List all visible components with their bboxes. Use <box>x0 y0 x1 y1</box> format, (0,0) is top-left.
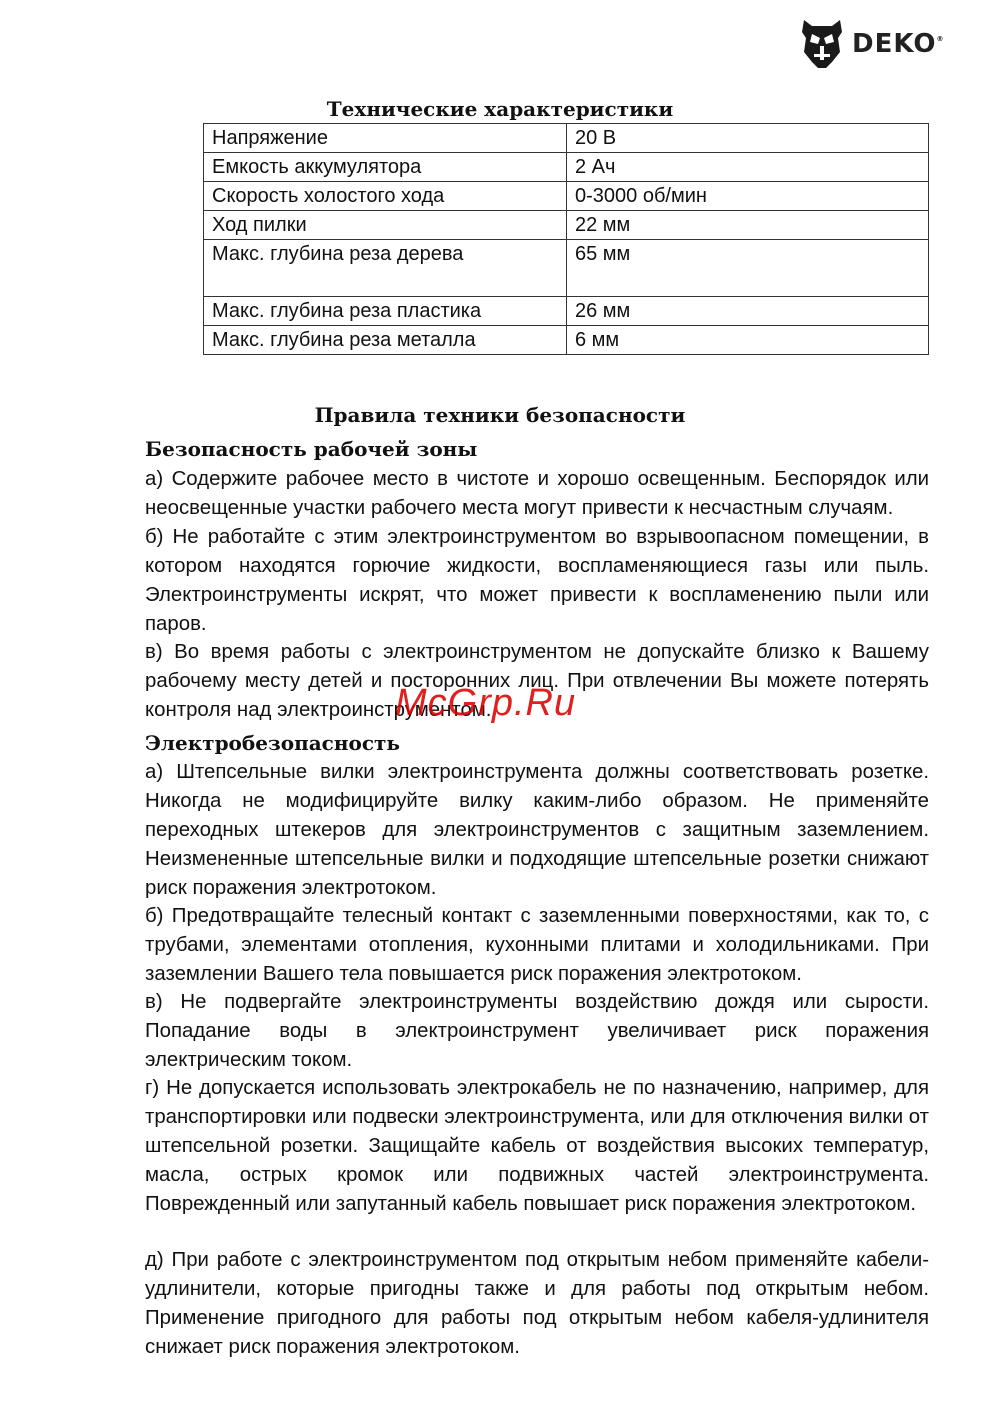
watermark: McGrp.Ru <box>395 682 577 724</box>
paragraph: в) Не подвергайте электроинструменты воздействию дождя или сырости. Попадание воды в электроинструмент увеличивает риск поражения электрическим током. <box>145 991 929 1071</box>
spec-param: Емкость аккумулятора <box>204 153 567 182</box>
paragraph: а) Содержите рабочее место в чистоте и хорошо освещенным. Беспорядок или неосвещенные участки рабочего места могут привести к несчастным случаям. <box>145 468 929 519</box>
spec-value: 6 мм <box>567 326 929 355</box>
spec-value: 2 Ач <box>567 153 929 182</box>
spec-value: 0-3000 об/мин <box>567 182 929 211</box>
table-row <box>204 124 929 153</box>
deko-mask-icon <box>800 18 844 70</box>
electrical-heading: Электробезопасность <box>145 731 400 755</box>
spec-value: 65 мм <box>567 240 929 297</box>
paragraph: а) Штепсельные вилки электроинструмента должны соответствовать розетке. Никогда не модифицируйте вилку каким-либо образом. Не применяйте переходных штекеров для электроинструментов с защитным заземлением. Неизмененные штепсельные вилки и подходящие штепсельные розетки снижают риск поражения электротоком. <box>145 761 929 899</box>
paragraph: г) Не допускается использовать электрокабель не по назначению, например, для транспортировки или подвески электроинструмента, или для отключения вилки от штепсельной розетки. Защищайте кабель от воздействия высоких температур, масла, острых кромок или подвижных частей электроинструмента. Поврежденный или запутанный кабель повышает риск поражения электротоком. <box>145 1077 929 1215</box>
spec-param: Макс. глубина реза дерева <box>204 240 567 297</box>
specs-title: Технические характеристики <box>326 97 674 121</box>
paragraph: б) Предотвращайте телесный контакт с заземленными поверхностями, как то, с трубами, элементами отопления, кухонными плитами и холодильниками. При заземлении Вашего тела повышается риск поражения электротоком. <box>145 905 929 985</box>
spec-value: 20 В <box>567 124 929 153</box>
spec-param: Макс. глубина реза пластика <box>204 297 567 326</box>
table-row <box>204 211 929 240</box>
table-row <box>204 153 929 182</box>
safety-title: Правила техники безопасности <box>314 403 686 427</box>
brand-logo <box>800 16 990 72</box>
paragraph: д) При работе с электроинструментом под открытым небом применяйте кабели-удлинители, которые пригодны также и для работы под открытым небом. Применение пригодного для работы под открытым небом кабеля-удлинителя снижает риск поражения электротоком. <box>145 1249 929 1358</box>
brand-name: DEKO® <box>852 29 945 59</box>
table-row <box>204 240 929 297</box>
spec-value: 22 мм <box>567 211 929 240</box>
paragraph: б) Не работайте с этим электроинструментом во взрывоопасном помещении, в котором находятся горючие жидкости, воспламеняющиеся газы или пыль. Электроинструменты искрят, что может привести к воспламенению пыли или паров. <box>145 526 929 635</box>
table-row <box>204 326 929 355</box>
table-row <box>204 182 929 211</box>
spec-param: Ход пилки <box>204 211 567 240</box>
spec-param: Напряжение <box>204 124 567 153</box>
spec-param: Скорость холостого хода <box>204 182 567 211</box>
work-area-heading: Безопасность рабочей зоны <box>145 437 478 461</box>
spec-param: Макс. глубина реза металла <box>204 326 567 355</box>
specs-table <box>203 123 929 355</box>
table-row <box>204 297 929 326</box>
paragraph: в) Во время работы с электроинструментом не допускайте близко к Вашему рабочему месту детей и посторонних лиц. При отвлечении Вы можете потерять контроля над электроинструментом. <box>145 641 929 721</box>
spec-value: 26 мм <box>567 297 929 326</box>
